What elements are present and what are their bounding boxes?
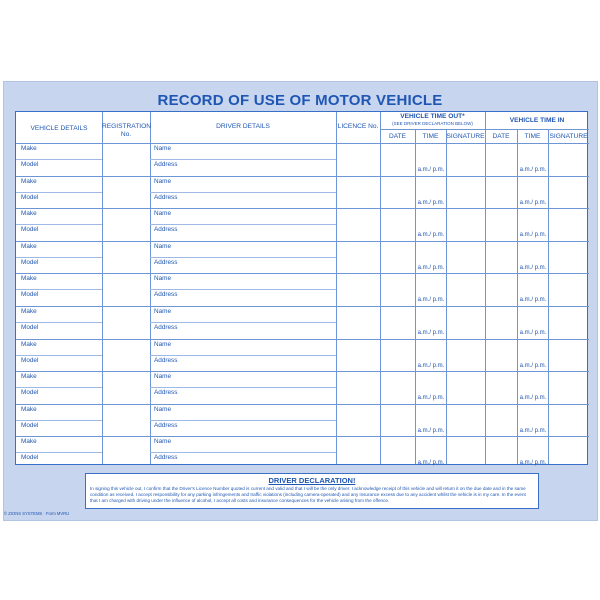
model-label: Model <box>21 226 39 234</box>
model-label: Model <box>21 161 39 168</box>
form-title: RECORD OF USE OF MOTOR VEHICLE <box>157 92 443 109</box>
model-label: Model <box>21 421 39 429</box>
time-in-ampm: a.m./ p.m. <box>519 395 547 402</box>
time-out-ampm: a.m./ p.m. <box>417 395 445 402</box>
row-midline <box>16 159 102 160</box>
name-label: Name <box>154 210 172 218</box>
row-midline <box>150 159 336 160</box>
name-label: Name <box>154 308 172 315</box>
make-label: Make <box>21 177 37 185</box>
row-divider <box>16 208 589 209</box>
row-divider <box>16 241 589 242</box>
row-midline <box>150 420 336 421</box>
model-label: Model <box>21 454 39 462</box>
row-divider <box>16 339 589 340</box>
make-label: Make <box>21 438 37 446</box>
address-label: Address <box>154 454 178 462</box>
header-licence: LICENCE No. <box>337 123 379 130</box>
name-label: Name <box>154 177 172 185</box>
brand-mark: © ZIONS SYSTEMS · Form MVRU <box>4 511 70 516</box>
row-divider <box>16 273 589 274</box>
header-time-out-note: (SEE DRIVER DECLARATION BELOW) <box>392 121 473 126</box>
address-label: Address <box>154 291 178 299</box>
row-midline <box>16 289 102 290</box>
model-label: Model <box>21 356 39 364</box>
col-divider <box>336 112 337 464</box>
row-divider <box>16 371 589 372</box>
time-out-ampm: a.m./ p.m. <box>417 232 445 239</box>
make-label: Make <box>21 405 37 413</box>
vehicle-log-table <box>15 111 588 465</box>
declaration-title: DRIVER DECLARATION! <box>268 476 356 485</box>
row-midline <box>150 355 336 356</box>
declaration-text: In signing this vehicle out, I confirm that the Driver's Licence Number quoted is current and valid and that I will be the only driver. I acknowledge receipt of this vehicle and will return it on the due date and in the same condition as received. I accept responsibility for any parking infringements and traffic violations (including camera-operated) and any insurance excess due to any accident whilst the vehicle is in my care. In the event that I am charged with driving under the influence of alcohol, I accept all costs and insurance consequences for the vehicle arising from the offence. <box>90 486 526 503</box>
row-divider <box>16 306 589 307</box>
row-midline <box>16 387 102 388</box>
name-label: Name <box>154 438 172 446</box>
name-label: Name <box>154 242 172 250</box>
address-label: Address <box>154 193 178 201</box>
make-label: Make <box>21 340 37 348</box>
name-label: Name <box>154 373 172 381</box>
model-label: Model <box>21 324 39 331</box>
row-midline <box>150 257 336 258</box>
time-in-ampm: a.m./ p.m. <box>519 427 547 434</box>
time-in-ampm: a.m./ p.m. <box>519 330 547 336</box>
time-in-ampm: a.m./ p.m. <box>519 232 547 239</box>
row-midline <box>150 452 336 453</box>
address-label: Address <box>154 258 178 266</box>
row-midline <box>150 322 336 323</box>
name-label: Name <box>154 340 172 348</box>
header-bottom-rule <box>16 143 589 144</box>
time-out-ampm: a.m./ p.m. <box>417 330 445 336</box>
row-midline <box>16 420 102 421</box>
address-label: Address <box>154 324 178 331</box>
header-out-time: TIME <box>422 133 439 140</box>
row-midline <box>16 452 102 453</box>
time-in-ampm: a.m./ p.m. <box>519 264 547 271</box>
row-midline <box>16 224 102 225</box>
time-in-ampm: a.m./ p.m. <box>519 362 547 369</box>
row-divider <box>16 176 589 177</box>
header-time-in: VEHICLE TIME IN <box>509 117 565 124</box>
address-label: Address <box>154 226 178 234</box>
model-label: Model <box>21 193 39 201</box>
time-out-ampm: a.m./ p.m. <box>417 297 445 304</box>
header-out-signature: SIGNATURE <box>446 133 485 140</box>
time-in-ampm: a.m./ p.m. <box>519 297 547 304</box>
time-out-ampm: a.m./ p.m. <box>417 427 445 434</box>
name-label: Name <box>154 275 172 283</box>
driver-declaration <box>85 473 539 509</box>
address-label: Address <box>154 421 178 429</box>
time-out-ampm: a.m./ p.m. <box>417 199 445 206</box>
row-divider <box>16 436 589 437</box>
time-in-ampm: a.m./ p.m. <box>519 199 547 206</box>
row-divider <box>16 404 589 405</box>
col-divider <box>102 112 103 464</box>
header-registration: REGISTRATION No. <box>102 123 151 138</box>
address-label: Address <box>154 356 178 364</box>
time-in-ampm: a.m./ p.m. <box>519 167 547 173</box>
header-time-out: VEHICLE TIME OUT* <box>400 113 465 120</box>
col-divider <box>485 112 486 464</box>
header-divider <box>380 129 589 130</box>
row-midline <box>150 224 336 225</box>
make-label: Make <box>21 145 37 152</box>
name-label: Name <box>154 405 172 413</box>
model-label: Model <box>21 291 39 299</box>
col-divider <box>380 112 381 464</box>
time-in-ampm: a.m./ p.m. <box>519 460 547 467</box>
header-in-date: DATE <box>492 133 510 140</box>
row-midline <box>150 289 336 290</box>
time-out-ampm: a.m./ p.m. <box>417 167 445 173</box>
row-midline <box>16 192 102 193</box>
time-out-ampm: a.m./ p.m. <box>417 460 445 467</box>
make-label: Make <box>21 373 37 381</box>
make-label: Make <box>21 242 37 250</box>
time-out-ampm: a.m./ p.m. <box>417 362 445 369</box>
name-label: Name <box>154 145 172 152</box>
header-in-time: TIME <box>524 133 541 140</box>
row-midline <box>16 257 102 258</box>
header-driver-details: DRIVER DETAILS <box>216 123 270 130</box>
row-midline <box>150 192 336 193</box>
make-label: Make <box>21 308 37 315</box>
model-label: Model <box>21 389 39 397</box>
address-label: Address <box>154 389 178 397</box>
make-label: Make <box>21 275 37 283</box>
header-out-date: DATE <box>388 133 407 140</box>
address-label: Address <box>154 161 178 168</box>
row-midline <box>16 355 102 356</box>
row-midline <box>16 322 102 323</box>
header-vehicle-details: VEHICLE DETAILS <box>30 125 88 132</box>
make-label: Make <box>21 210 37 218</box>
header-in-signature: SIGNATURE <box>549 133 588 140</box>
model-label: Model <box>21 258 39 266</box>
row-midline <box>150 387 336 388</box>
time-out-ampm: a.m./ p.m. <box>417 264 445 271</box>
col-divider <box>150 112 151 464</box>
